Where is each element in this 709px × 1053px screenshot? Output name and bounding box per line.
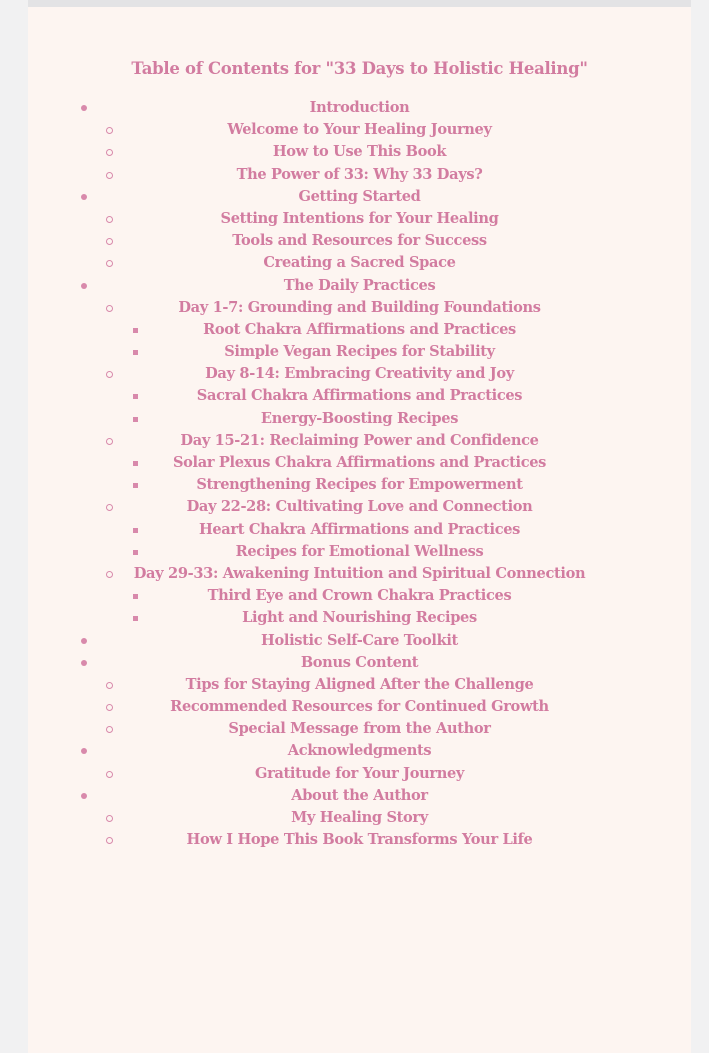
toc-item-level-2 [28,430,691,452]
toc-item-text: Recipes for Emotional Wellness [235,542,484,560]
toc-item-level-3 [28,385,691,407]
toc-item-text: How I Hope This Book Transforms Your Life [186,831,533,849]
toc-item-level-2 [28,674,691,696]
toc-item-level-2 [28,829,691,851]
toc-item-level-3 [28,341,691,363]
toc-item-level-2 [28,297,691,319]
toc-item-text: Day 1-7: Grounding and Building Foundations [178,298,541,316]
toc-item-text: Recommended Resources for Continued Growth [170,698,549,716]
toc-item-level-3 [28,319,691,341]
toc-item-text: Day 15-21: Reclaiming Power and Confidence [180,431,539,449]
toc-item-level-1 [28,275,691,297]
document-page[interactable] [28,7,691,1053]
toc-item-text: Tips for Staying Aligned After the Challenge [185,675,534,693]
toc-item-text: Holistic Self-Care Toolkit [261,631,458,649]
toc-item-text: Solar Plexus Chakra Affirmations and Practices [172,454,547,471]
toc-item-level-1 [28,630,691,652]
toc-item-level-2 [28,696,691,718]
toc-list [28,97,691,851]
toc-item-level-1 [28,652,691,674]
toc-item-text: Strengthening Recipes for Empowerment [196,476,523,494]
toc-item-text: Sacral Chakra Affirmations and Practices [196,387,523,405]
toc-item-level-2 [28,208,691,230]
toc-item-level-1 [28,740,691,762]
toc-item-level-1 [28,97,691,119]
toc-item-level-2 [28,230,691,252]
toc-item-level-2 [28,164,691,186]
toc-item-text: Gratitude for Your Journey [254,764,465,782]
toc-item-text: The Power of 33: Why 33 Days? [236,165,483,183]
toc-item-level-3 [28,452,691,474]
toc-item-level-2 [28,252,691,274]
toc-item-text: The Daily Practices [283,276,436,294]
toc-item-level-3 [28,585,691,607]
toc-item-text: Third Eye and Crown Chakra Practices [207,587,512,605]
toc-item-text: Day 8-14: Embracing Creativity and Joy [205,365,514,383]
toc-item-text: Creating a Sacred Space [263,254,456,272]
toc-item-level-2 [28,718,691,740]
toc-item-text: Bonus Content [300,653,419,671]
toc-item-text: How to Use This Book [272,143,447,161]
toc-item-text: Tools and Resources for Success [232,232,487,250]
toc-item-text: About the Author [291,786,428,804]
toc-item-level-3 [28,519,691,541]
toc-item-level-1 [28,186,691,208]
toc-item-level-2 [28,496,691,518]
toc-item-level-1 [28,785,691,807]
toc-item-text: Acknowledgments [287,742,432,760]
toc-item-level-3 [28,474,691,496]
toc-item-text: Simple Vegan Recipes for Stability [224,343,495,361]
toc-item-level-2 [28,563,691,585]
toc-title: Table of Contents for "33 Days to Holistic Healing" [131,59,588,78]
toc-item-level-3 [28,541,691,563]
toc-item-text: Introduction [309,99,410,116]
toc-item-text: Day 22-28: Cultivating Love and Connection [186,498,533,516]
toc-item-text: Getting Started [298,187,421,205]
toc-item-text: Energy-Boosting Recipes [260,409,459,427]
toc-item-text: Special Message from the Author [228,720,491,738]
toc-item-text: Light and Nourishing Recipes [242,609,477,627]
toc-item-text: Root Chakra Affirmations and Practices [203,320,516,338]
toc-item-level-2 [28,119,691,141]
toc-item-level-3 [28,408,691,430]
top-scroll-bar [28,0,691,7]
toc-item-level-2 [28,363,691,385]
toc-item-text: My Healing Story [291,809,428,826]
toc-item-text: Setting Intentions for Your Healing [220,209,499,227]
toc-item-level-2 [28,763,691,785]
toc-item-level-2 [28,141,691,163]
toc-item-text: Day 29-33: Awakening Intuition and Spiritual Connection [133,564,586,582]
toc-item-text: Welcome to Your Healing Journey [227,121,492,139]
toc-item-level-3 [28,607,691,629]
toc-item-text: Heart Chakra Affirmations and Practices [198,520,521,538]
toc-item-level-2 [28,807,691,829]
